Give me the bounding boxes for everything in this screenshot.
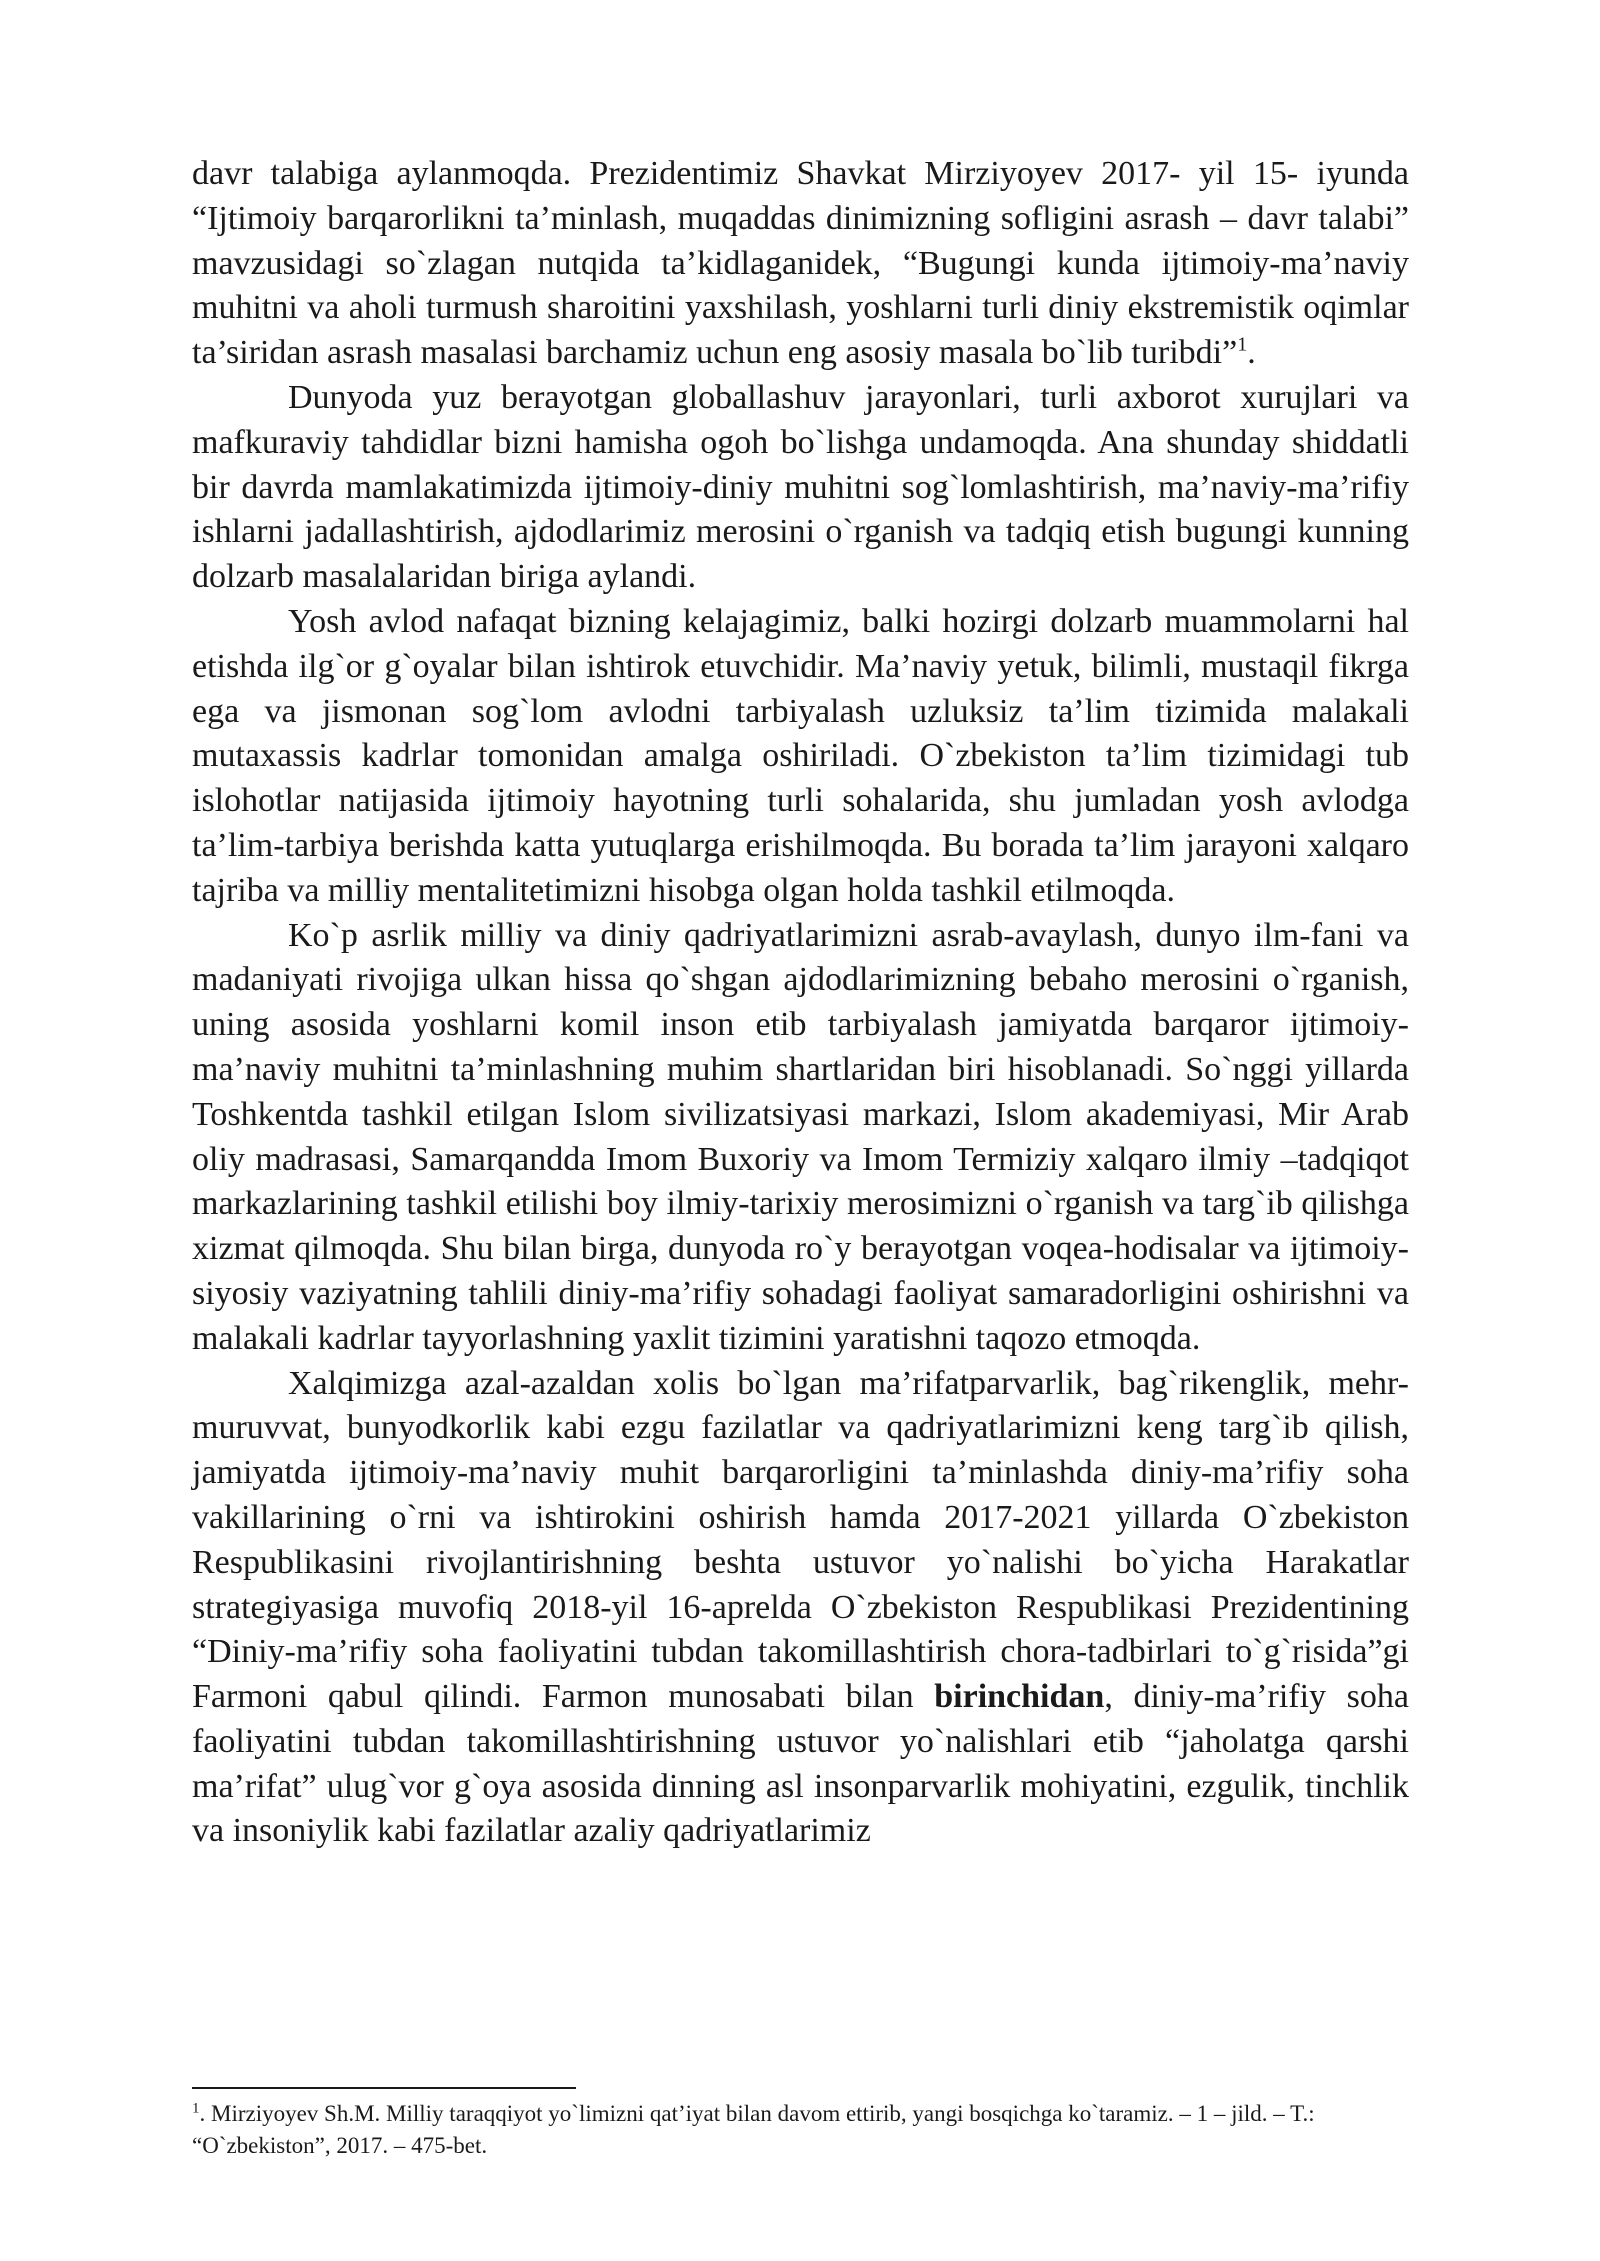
paragraph-5: [192, 1362, 1409, 1855]
paragraph-3: Yosh avlod nafaqat bizning kelajagimiz, balki hozirgi dolzarb muammolarni hal etishda ilg`or g`oyalar bilan ishtirok etuvchidir. Ma’naviy yetuk, bilimli, mustaqil fikrga ega va jismonan sog`lom avlodni tarbiyalash uzluksiz ta’lim tizimida malakali mutaxassis kadrlar tomonidan amalga oshiriladi. O`zbekiston ta’lim tizimidagi tub islohotlar natijasida ijtimoiy hayotning turli sohalarida, shu jumladan yosh avlodga ta’lim-tarbiya berishda katta yutuqlarga erishilmoqda. Bu borada ta’lim jarayoni xalqaro tajriba va milliy mentalitetimizni hisobga olgan holda tashkil etilmoqda.: [192, 602, 1409, 909]
paragraph-5-bold-term: birinchidan: [934, 1678, 1105, 1716]
footnote-marker: 1: [192, 2100, 200, 2117]
paragraph-4: Ko`p asrlik milliy va diniy qadriyatlarimizni asrab-avaylash, dunyo ilm-fani va madaniyati rivojiga ulkan hissa qo`shgan ajdodlarimizning bebaho merosini o`rganish, uning asosida yoshlarni komil inson etib tarbiyalash jamiyatda barqaror ijtimoiy-ma’naviy muhitni ta’minlashning muhim shartlaridan biri hisoblanadi. So`nggi yillarda Toshkentda tashkil etilgan Islom sivilizatsiyasi markazi, Islom akademiyasi, Mir Arab oliy madrasasi, Samarqandda Imom Buxoriy va Imom Termiziy xalqaro ilmiy –tadqiqot markazlarining tashkil etilishi boy ilmiy-tarixiy merosimizni o`rganish va targ`ib qilishga xizmat qilmoqda. Shu bilan birga, dunyoda ro`y berayotgan voqea-hodisalar va ijtimoiy-siyosiy vaziyatning tahlili diniy-ma’rifiy sohadagi faoliyat samaradorligini oshirishni va malakali kadrlar tayyorlashning yaxlit tizimini yaratishni taqozo etmoqda.: [192, 916, 1409, 1357]
paragraph-5-after: , diniy-ma’rifiy soha faoliyatini tubdan takomillashtirishning ustuvor yo`nalishlari etib “jaholatga qarshi ma’rifat” ulug`vor g`oya asosida dinning asl insonparvarlik mohiyatini, ezgulik, tinchlik va insoniylik kabi fazilatlar azaliy qadriyatlarimiz: [192, 1678, 1409, 1850]
footnote: [192, 2098, 1409, 2162]
main-text: [192, 152, 1409, 1854]
paragraph-5-before: Xalqimizga azal-azaldan xolis bo`lgan ma’rifatparvarlik, bag`rikenglik, mehr-muruvvat, bunyodkorlik kabi ezgu fazilatlar va qadriyatlarimizni keng targ`ib qilish, jamiyatda ijtimoiy-ma’naviy muhit barqarorligini ta’minlashda diniy-ma’rifiy soha vakillarining o`rni va ishtirokini oshirish hamda 2017-2021 yillarda O`zbekiston Respublikasini rivojlantirishning beshta ustuvor yo`nalishi bo`yicha Harakatlar strategiyasiga muvofiq 2018-yil 16-aprelda O`zbekiston Respublikasi Prezidentining “Diniy-ma’rifiy soha faoliyatini tubdan takomillashtirish chora-tadbirlari to`g`risida”gi Farmoni qabul qilindi. Farmon munosabati bilan: [192, 1364, 1409, 1716]
paragraph-1-text: davr talabiga aylanmoqda. Prezidentimiz Shavkat Mirziyoyev 2017- yil 15- iyunda “Ijtimoiy barqarorlikni ta’minlash, muqaddas dinimizning sofligini asrash – davr talabi” mavzusidagi so`zlagan nutqida ta’kidlaganidek, “Bugungi kunda ijtimoiy-ma’naviy muhitni va aholi turmush sharoitini yaxshilash, yoshlarni turli diniy ekstremistik oqimlar ta’siridan asrash masalasi barchamiz uchun eng asosiy masala bo`lib turibdi”: [192, 155, 1409, 372]
paragraph-1: [192, 152, 1409, 376]
paragraph-1-end: .: [1247, 334, 1256, 372]
footnote-text: . Mirziyoyev Sh.M. Milliy taraqqiyot yo`limizni qat’iyat bilan davom ettirib, yangi bosqichga ko`taramiz. – 1 – jild. – T.: “O`zbekiston”, 2017. – 475-bet.: [192, 2101, 1315, 2158]
footnote-reference[interactable]: 1: [1237, 333, 1248, 356]
footnote-separator: [192, 2087, 576, 2089]
paragraph-2: Dunyoda yuz berayotgan globallashuv jarayonlari, turli axborot xurujlari va mafkuraviy tahdidlar bizni hamisha ogoh bo`lishga undamoqda. Ana shunday shiddatli bir davrda mamlakatimizda ijtimoiy-diniy muhitni sog`lomlashtirish, ma’naviy-ma’rifiy ishlarni jadallashtirish, ajdodlarimiz merosini o`rganish va tadqiq etish bugungi kunning dolzarb masalalaridan biriga aylandi.: [192, 378, 1409, 596]
